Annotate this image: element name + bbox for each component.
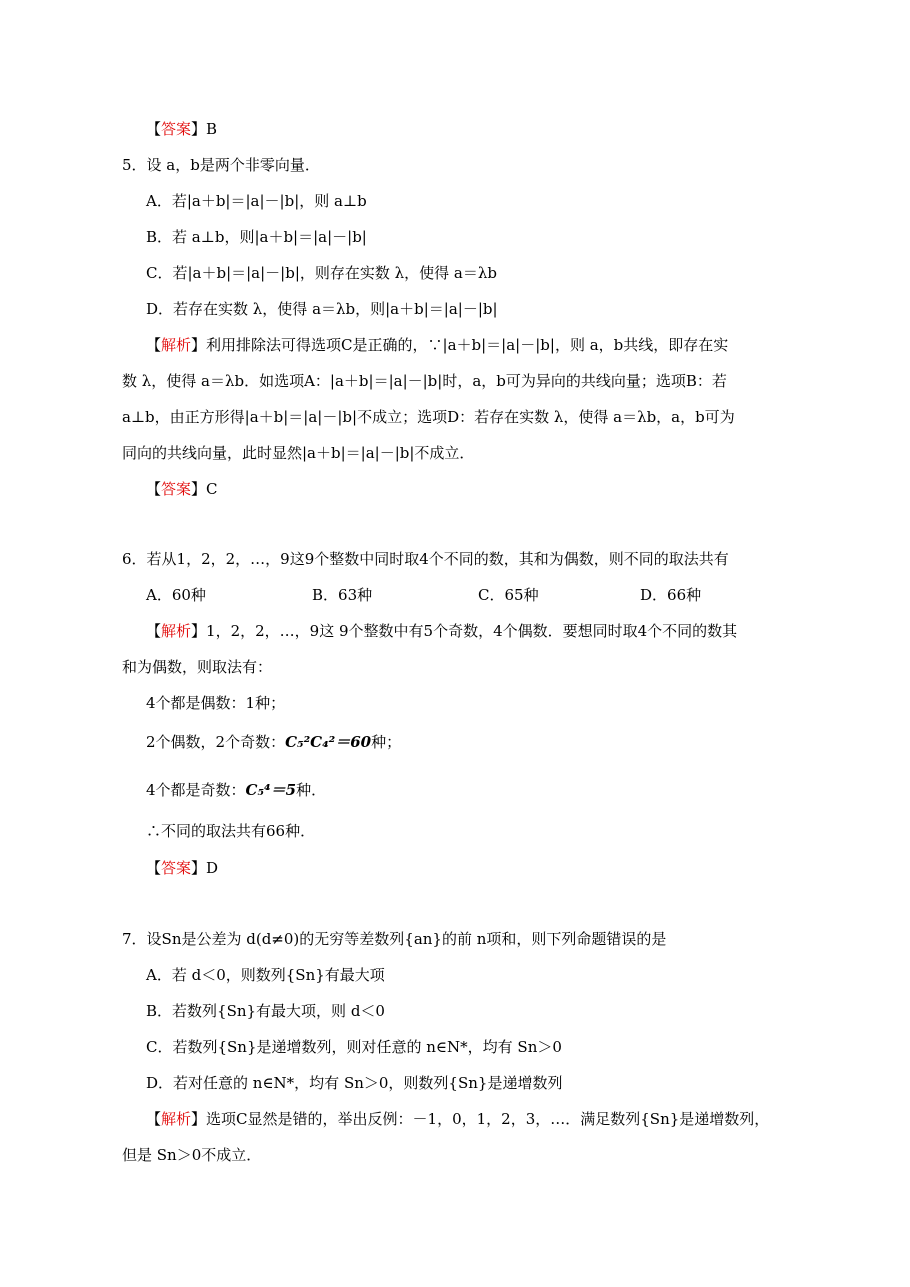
analysis-text: 1，2，2，…，9这 9个整数中有5个奇数，4个偶数．要想同时取4个不同的数其 xyxy=(206,622,738,640)
q6-analysis-line-1 xyxy=(146,620,737,642)
q7-option-c: C．若数列{Sn}是递增数列，则对任意的 n∈N*，均有 Sn＞0 xyxy=(146,1038,562,1056)
q6-option-a: A．60种 xyxy=(146,586,206,604)
combination-formula: C₅⁴＝5 xyxy=(245,781,297,799)
case-suffix: 种． xyxy=(296,781,327,799)
tag-close: 】 xyxy=(191,1110,207,1128)
case-suffix: 种； xyxy=(371,733,402,751)
tag-open: 【 xyxy=(146,336,162,354)
answer-value: C xyxy=(206,480,218,498)
tag-open: 【 xyxy=(146,622,162,640)
q5-option-d: D．若存在实数 λ，使得 a＝λb，则|a＋b|＝|a|－|b| xyxy=(146,300,498,318)
answer-value: D xyxy=(206,859,219,877)
tag-open: 【 xyxy=(146,859,162,877)
q6-answer xyxy=(146,857,218,879)
q7-stem: 7．设Sn是公差为 d(d≠0)的无穷等差数列{an}的前 n项和，则下列命题错误的是 xyxy=(122,930,667,948)
q6-case-3 xyxy=(146,779,326,801)
q5-answer xyxy=(146,478,218,500)
analysis-label: 解析 xyxy=(161,622,192,640)
answer-value: B xyxy=(206,120,218,138)
q4-answer xyxy=(146,118,217,140)
q7-option-d: D．若对任意的 n∈N*，均有 Sn＞0，则数列{Sn}是递增数列 xyxy=(146,1074,563,1092)
q6-case-2 xyxy=(146,731,401,753)
analysis-text: 选项C显然是错的，举出反例：－1，0，1，2，3，…．满足数列{Sn}是递增数列， xyxy=(206,1110,770,1128)
analysis-text: 利用排除法可得选项C是正确的，∵|a＋b|＝|a|－|b|，则 a，b共线，即存在实 xyxy=(206,336,729,354)
q7-option-a: A．若 d＜0，则数列{Sn}有最大项 xyxy=(146,966,385,984)
analysis-label: 解析 xyxy=(161,336,192,354)
q7-analysis-line-1 xyxy=(146,1108,769,1130)
q6-option-c: C．65种 xyxy=(478,586,539,604)
tag-close: 】 xyxy=(191,336,207,354)
answer-label: 答案 xyxy=(161,480,192,498)
q7-option-b: B．若数列{Sn}有最大项，则 d＜0 xyxy=(146,1002,385,1020)
tag-open: 【 xyxy=(146,1110,162,1128)
q6-case-1: 4个都是偶数：1种； xyxy=(146,694,286,712)
q6-analysis-line-2: 和为偶数，则取法有： xyxy=(122,658,273,676)
q5-analysis-line-3: a⊥b，由正方形得|a＋b|＝|a|－|b|不成立；选项D：若存在实数 λ，使得 a＝λb，a，b可为 xyxy=(122,408,735,426)
answer-label: 答案 xyxy=(161,120,192,138)
analysis-label: 解析 xyxy=(161,1110,192,1128)
q5-analysis-line-2: 数 λ，使得 a＝λb．如选项A：|a＋b|＝|a|－|b|时，a，b可为异向的共线向量；选项B：若 xyxy=(122,372,727,390)
case-text: 4个都是奇数： xyxy=(146,781,246,799)
q5-stem: 5．设 a，b是两个非零向量． xyxy=(122,156,320,174)
tag-close: 】 xyxy=(191,859,207,877)
q6-option-b: B．63种 xyxy=(312,586,373,604)
tag-close: 】 xyxy=(191,622,207,640)
q5-option-a: A．若|a＋b|＝|a|－|b|，则 a⊥b xyxy=(146,192,367,210)
q6-conclusion: ∴不同的取法共有66种． xyxy=(146,822,316,840)
q5-option-c: C．若|a＋b|＝|a|－|b|，则存在实数 λ，使得 a＝λb xyxy=(146,264,497,282)
case-text: 2个偶数，2个奇数： xyxy=(146,733,286,751)
tag-open: 【 xyxy=(146,480,162,498)
q5-option-b: B．若 a⊥b，则|a＋b|＝|a|－|b| xyxy=(146,228,367,246)
tag-close: 】 xyxy=(191,480,207,498)
q7-analysis-line-2: 但是 Sn＞0不成立． xyxy=(122,1146,262,1164)
tag-open: 【 xyxy=(146,120,162,138)
combination-formula: C₅²C₄²＝60 xyxy=(285,733,372,751)
q6-stem: 6．若从1，2，2，…，9这9个整数中同时取4个不同的数，其和为偶数，则不同的取法共有 xyxy=(122,550,729,568)
q5-analysis-line-4: 同向的共线向量，此时显然|a＋b|＝|a|－|b|不成立． xyxy=(122,444,475,462)
tag-close: 】 xyxy=(191,120,207,138)
answer-label: 答案 xyxy=(161,859,192,877)
q5-analysis-line-1 xyxy=(146,334,728,356)
q6-option-d: D．66种 xyxy=(640,586,702,604)
